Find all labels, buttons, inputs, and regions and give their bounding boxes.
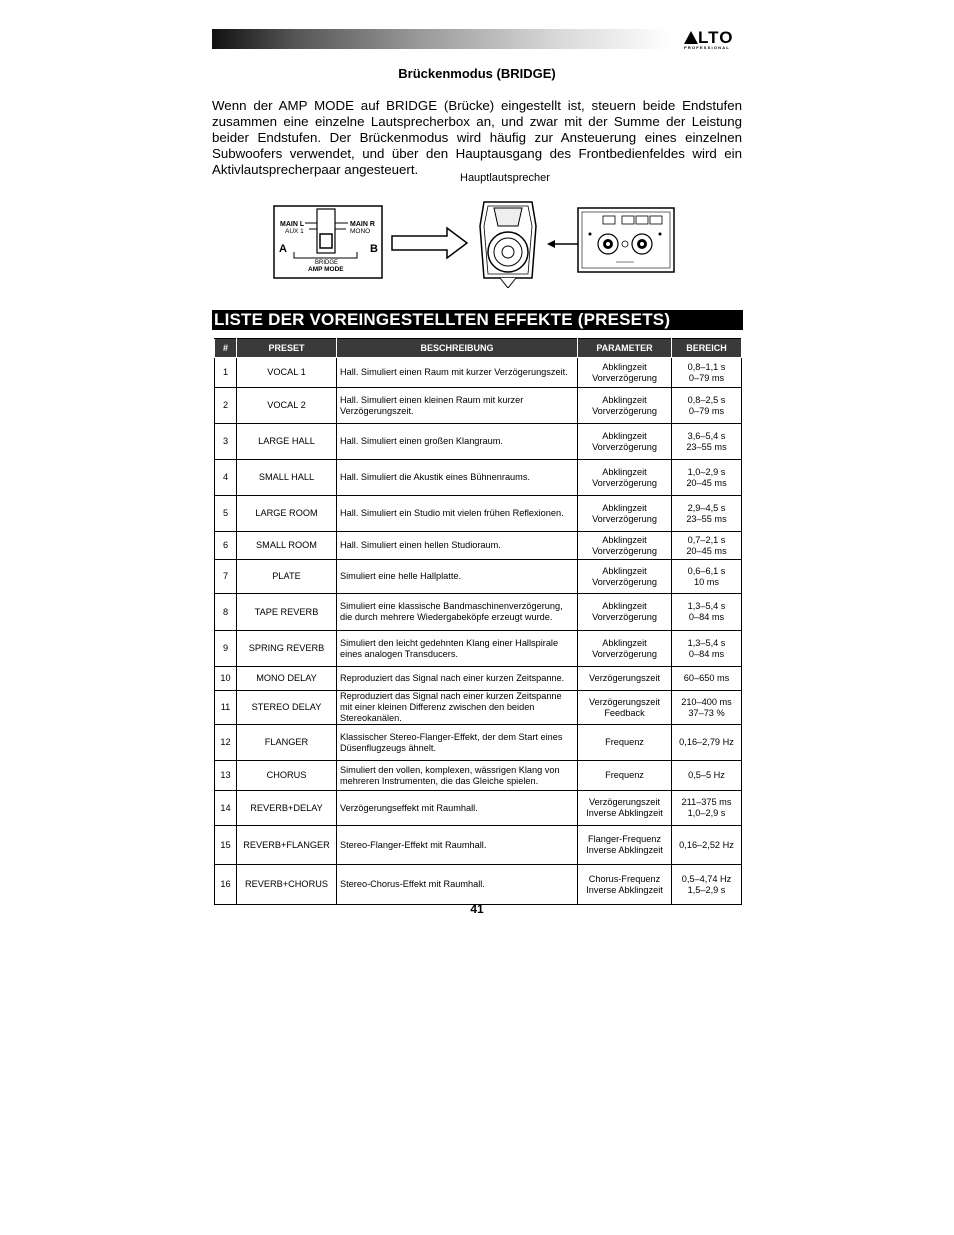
cell-range: 0,5–4,74 Hz 1,5–2,9 s [672, 865, 742, 905]
cell-description: Hall. Simuliert einen großen Klangraum. [337, 424, 578, 460]
cell-range: 2,9–4,5 s 23–55 ms [672, 496, 742, 532]
cell-preset: SMALL HALL [237, 460, 337, 496]
cell-range: 1,0–2,9 s 20–45 ms [672, 460, 742, 496]
table-row [215, 532, 742, 560]
cell-description: Verzögerungseffekt mit Raumhall. [337, 791, 578, 826]
cell-range: 1,3–5,4 s 0–84 ms [672, 594, 742, 631]
cell-parameter: Verzögerungszeit Feedback [578, 691, 672, 725]
cell-range: 0,16–2,79 Hz [672, 725, 742, 761]
cell-number: 3 [215, 424, 237, 460]
cell-number: 15 [215, 826, 237, 865]
table-row [215, 826, 742, 865]
cell-range: 210–400 ms 37–73 % [672, 691, 742, 725]
cell-parameter: Abklingzeit Vorverzögerung [578, 631, 672, 667]
cell-preset: TAPE REVERB [237, 594, 337, 631]
table-row [215, 691, 742, 725]
label-b: B [370, 243, 378, 255]
cell-parameter: Abklingzeit Vorverzögerung [578, 560, 672, 594]
cell-number: 13 [215, 761, 237, 791]
cell-description: Simuliert eine klassische Bandmaschinenverzögerung, die durch mehrere Wiedergabeköpfe erzeugt wurde. [337, 594, 578, 631]
label-aux1: AUX 1 [285, 228, 304, 235]
cell-description: Simuliert den vollen, komplexen, wässrigen Klang von mehreren Instrumenten, die das Gleiche spielen. [337, 761, 578, 791]
cell-description: Reproduziert das Signal nach einer kurzen Zeitspanne. [337, 667, 578, 691]
cell-range: 0,6–6,1 s 10 ms [672, 560, 742, 594]
cell-description: Simuliert eine helle Hallplatte. [337, 560, 578, 594]
cell-parameter: Abklingzeit Vorverzögerung [578, 532, 672, 560]
cell-description: Klassischer Stereo-Flanger-Effekt, der dem Start eines Düsenflugzeugs ähnelt. [337, 725, 578, 761]
label-a: A [279, 243, 287, 255]
cell-description: Reproduziert das Signal nach einer kurzen Zeitspanne mit einer kleinen Differenz zwischen den beiden Stereokanälen. [337, 691, 578, 725]
cell-range: 0,16–2,52 Hz [672, 826, 742, 865]
cell-preset: PLATE [237, 560, 337, 594]
cell-parameter: Abklingzeit Vorverzögerung [578, 424, 672, 460]
table-row [215, 424, 742, 460]
cell-preset: REVERB+FLANGER [237, 826, 337, 865]
cell-parameter: Abklingzeit Vorverzögerung [578, 594, 672, 631]
table-row [215, 388, 742, 424]
cell-range: 3,6–5,4 s 23–55 ms [672, 424, 742, 460]
cell-number: 2 [215, 388, 237, 424]
cell-range: 0,8–1,1 s 0–79 ms [672, 358, 742, 388]
column-header: PRESET [237, 339, 337, 358]
cell-preset: SPRING REVERB [237, 631, 337, 667]
cell-preset: LARGE HALL [237, 424, 337, 460]
table-row [215, 725, 742, 761]
arrow-left-icon [547, 240, 555, 248]
label-bridge: BRIDGE [315, 260, 339, 266]
column-header: # [215, 339, 237, 358]
table-row [215, 496, 742, 532]
cell-number: 10 [215, 667, 237, 691]
column-header: BESCHREIBUNG [337, 339, 578, 358]
cell-preset: FLANGER [237, 725, 337, 761]
cell-parameter: Frequenz [578, 761, 672, 791]
label-amp-mode: AMP MODE [308, 266, 344, 273]
cell-preset: MONO DELAY [237, 667, 337, 691]
cell-parameter: Abklingzeit Vorverzögerung [578, 388, 672, 424]
table-row [215, 560, 742, 594]
cell-number: 12 [215, 725, 237, 761]
arrow-right-icon [392, 228, 467, 258]
cell-number: 5 [215, 496, 237, 532]
cell-range: 0,5–5 Hz [672, 761, 742, 791]
cell-description: Stereo-Chorus-Effekt mit Raumhall. [337, 865, 578, 905]
cell-range: 0,7–2,1 s 20–45 ms [672, 532, 742, 560]
cell-preset: VOCAL 1 [237, 358, 337, 388]
cell-description: Hall. Simuliert einen hellen Studioraum. [337, 532, 578, 560]
column-header: PARAMETER [578, 339, 672, 358]
table-row [215, 865, 742, 905]
label-mono: MONO [350, 228, 371, 235]
cell-number: 9 [215, 631, 237, 667]
table-row [215, 631, 742, 667]
cell-number: 7 [215, 560, 237, 594]
table-row [215, 460, 742, 496]
intro-paragraph: Wenn der AMP MODE auf BRIDGE (Brücke) eingestellt ist, steuern beide Endstufen zusammen eine einzelne Lautsprecherbox an, und zwar mit der Summe der Leistung beider Endstufen. Der Brückenmodus wird häufig zur Ansteuerung eines einzelnen Subwoofers verwendet, und über den Hauptausgang des Frontbedienfeldes wird ein Aktivlautsprecherpaar angesteuert. [212, 98, 742, 177]
cell-preset: VOCAL 2 [237, 388, 337, 424]
table-header-row [215, 339, 742, 358]
cell-description: Hall. Simuliert einen kleinen Raum mit kurzer Verzögerungszeit. [337, 388, 578, 424]
logo-text: LTO [698, 28, 734, 47]
table-row [215, 594, 742, 631]
cell-description: Hall. Simuliert die Akustik eines Bühnenraums. [337, 460, 578, 496]
speaker-icon [480, 202, 536, 288]
cell-parameter: Abklingzeit Vorverzögerung [578, 358, 672, 388]
cell-number: 4 [215, 460, 237, 496]
cell-range: 1,3–5,4 s 0–84 ms [672, 631, 742, 667]
switch-knob [320, 234, 332, 248]
cell-preset: LARGE ROOM [237, 496, 337, 532]
cell-parameter: Verzögerungszeit [578, 667, 672, 691]
logo-triangle-icon [684, 31, 698, 44]
label-main-r: MAIN R [350, 221, 375, 228]
cell-description: Simuliert den leicht gedehnten Klang einer Hallspirale eines analogen Transducers. [337, 631, 578, 667]
cell-number: 14 [215, 791, 237, 826]
cell-range: 60–650 ms [672, 667, 742, 691]
cell-number: 8 [215, 594, 237, 631]
cell-parameter: Chorus-Frequenz Inverse Abklingzeit [578, 865, 672, 905]
cell-number: 1 [215, 358, 237, 388]
cell-parameter: Abklingzeit Vorverzögerung [578, 496, 672, 532]
table-row [215, 358, 742, 388]
page-number: 41 [470, 902, 484, 916]
cell-parameter: Verzögerungszeit Inverse Abklingzeit [578, 791, 672, 826]
cell-preset: STEREO DELAY [237, 691, 337, 725]
cell-preset: SMALL ROOM [237, 532, 337, 560]
cell-range: 0,8–2,5 s 0–79 ms [672, 388, 742, 424]
table-row [215, 791, 742, 826]
bridge-diagram [272, 196, 678, 288]
label-main-l: MAIN L [280, 221, 305, 228]
alto-logo [684, 30, 742, 50]
cell-parameter: Frequenz [578, 725, 672, 761]
cell-description: Hall. Simuliert einen Raum mit kurzer Verzögerungszeit. [337, 358, 578, 388]
presets-section-heading: LISTE DER VOREINGESTELLTEN EFFEKTE (PRESETS) [212, 310, 743, 330]
cell-description: Stereo-Flanger-Effekt mit Raumhall. [337, 826, 578, 865]
table-row [215, 761, 742, 791]
cell-number: 6 [215, 532, 237, 560]
rear-panel-icon [578, 208, 674, 272]
cell-preset: CHORUS [237, 761, 337, 791]
column-header: BEREICH [672, 339, 742, 358]
cell-parameter: Abklingzeit Vorverzögerung [578, 460, 672, 496]
logo-subtitle: PROFESSIONAL [684, 45, 730, 50]
cell-description: Hall. Simuliert ein Studio mit vielen frühen Reflexionen. [337, 496, 578, 532]
cell-number: 16 [215, 865, 237, 905]
cell-number: 11 [215, 691, 237, 725]
cell-range: 211–375 ms 1,0–2,9 s [672, 791, 742, 826]
cell-preset: REVERB+DELAY [237, 791, 337, 826]
cell-parameter: Flanger-Frequenz Inverse Abklingzeit [578, 826, 672, 865]
table-row [215, 667, 742, 691]
cell-preset: REVERB+CHORUS [237, 865, 337, 905]
header-gradient-bar [212, 29, 672, 49]
diagram-caption: Hauptlautsprecher [460, 172, 550, 184]
section-heading: Brückenmodus (BRIDGE) [398, 66, 556, 81]
presets-table [214, 338, 742, 905]
